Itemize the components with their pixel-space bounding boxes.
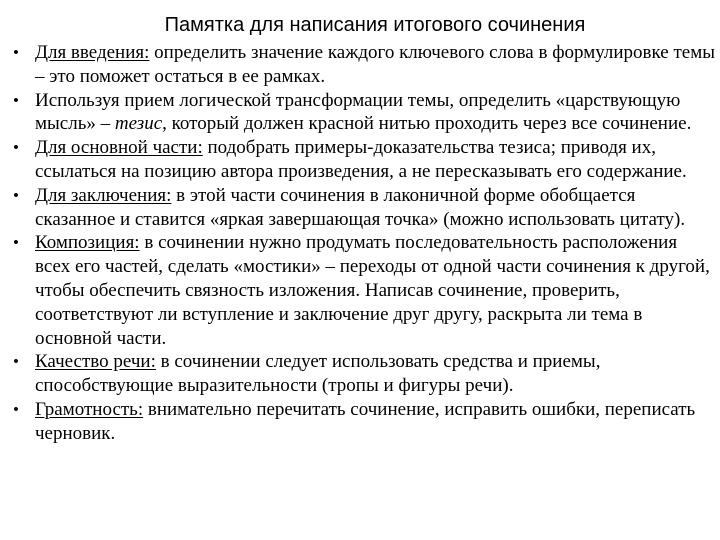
item-text: в этой части сочинения в лаконичной форме обобщается сказанное и ставится «яркая завершающая точка» (можно использовать цитату).	[35, 184, 686, 230]
item-heading: Для заключения:	[35, 184, 172, 206]
item-emphasis: тезис	[114, 113, 163, 135]
bullet-icon: •	[13, 91, 19, 109]
memo-list	[8, 41, 716, 446]
list-item-speech-quality	[8, 350, 716, 398]
list-item-composition	[8, 231, 716, 350]
bullet-icon: •	[13, 400, 19, 418]
bullet-icon: •	[13, 353, 19, 371]
item-heading: Композиция:	[35, 232, 140, 254]
item-heading: Грамотность:	[35, 398, 144, 420]
bullet-icon: •	[13, 139, 19, 157]
list-item-thesis	[8, 89, 716, 137]
page-title: Памятка для написания итогового сочинения	[164, 14, 586, 36]
item-text: внимательно перечитать сочинение, исправить ошибки, переписать черновик.	[35, 398, 696, 444]
item-text: в сочинении нужно продумать последовательность расположения всех его частей, сделать «мостики» – переходы от одной части сочинения к другой, чтобы обеспечить связность изложения. Написав сочинение, проверить, соответствуют ли вступление и заключение друг другу, раскрыта ли тема в основной части.	[35, 232, 710, 349]
item-heading: Качество речи:	[35, 351, 156, 373]
item-text-after: , который должен красной нитью проходить через все сочинение.	[162, 113, 692, 135]
list-item-main-part	[8, 136, 716, 184]
item-text: Используя прием логической трансформации темы, определить «царствующую мысль» –	[35, 89, 681, 135]
bullet-icon: •	[13, 234, 19, 252]
bullet-icon: •	[13, 44, 19, 61]
bullet-icon: •	[13, 186, 19, 204]
item-heading: Для введения:	[35, 42, 150, 63]
item-heading: Для основной части:	[35, 137, 203, 159]
list-item-literacy	[8, 398, 716, 446]
list-item-conclusion	[8, 184, 716, 232]
item-text: в сочинении следует использовать средства и приемы, способствующие выразительности (тропы и фигуры речи).	[35, 351, 601, 397]
item-text: подобрать примеры-доказательства тезиса; приводя их, ссылаться на позицию автора произведения, а не пересказывать его содержание.	[35, 137, 687, 182]
item-text: определить значение каждого ключевого слова в формулировке темы – это поможет остаться в ее рамках.	[35, 42, 715, 87]
list-item-introduction	[8, 41, 716, 89]
